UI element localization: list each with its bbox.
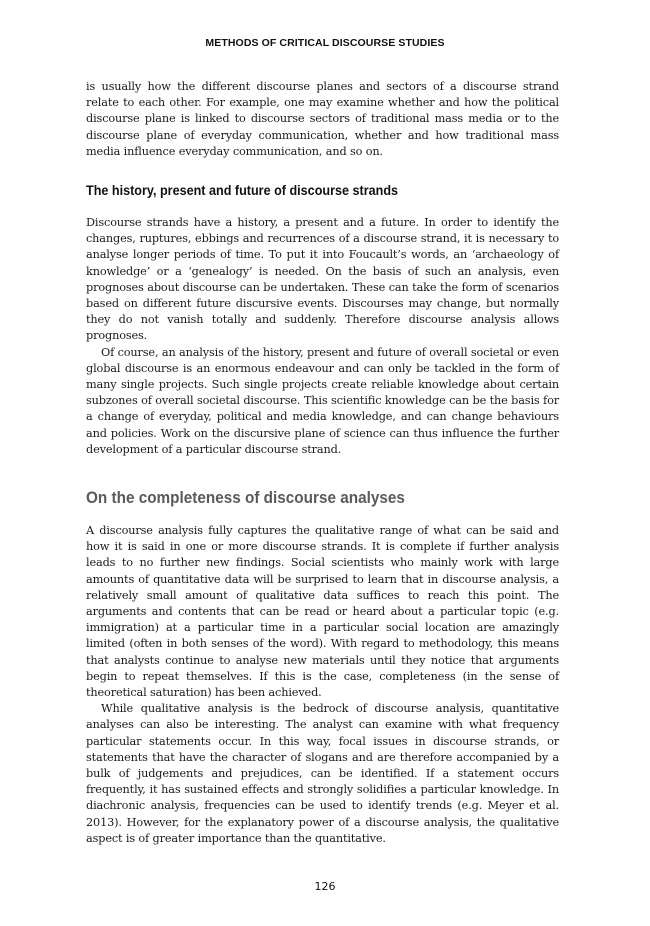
completeness-section-body bbox=[86, 523, 559, 847]
intro-block bbox=[86, 79, 559, 160]
body-paragraph: Discourse strands have a history, a present and a future. In order to identify the changes, ruptures, ebbings and recurrences of a discourse strand, it is necessary to analyse longer periods of time. To put it into Foucault’s words, an ‘archaeology of knowledge’ or a ‘genealogy’ is needed. On the basis of such an analysis, even prognoses about discourse can be undertaken. These can take the form of scenarios based on different future discursive events. Discourses may change, but normally they do not vanish totally and suddenly. Therefore discourse analysis allows prognoses. bbox=[86, 216, 559, 343]
intro-paragraph: is usually how the different discourse planes and sectors of a discourse strand relate to each other. For example, one may examine whether and how the political discourse plane is linked to discourse sectors of traditional mass media or to the discourse plane of everyday communication, whether and how traditional mass media influence everyday communication, and so on. bbox=[86, 80, 559, 158]
body-paragraph: While qualitative analysis is the bedrock of discourse analysis, quantitative analyses can also be interesting. The analyst can examine with what frequency particular statements occur. In this way, focal issues in discourse strands, or statements that have the character of slogans and are therefore accompanied by a bulk of judgements and prejudices, can be identified. If a statement occurs frequently, it has sustained effects and strongly solidifies a particular knowledge. In diachronic analysis, frequencies can be used to identify trends (e.g. Meyer et al. 2013). However, for the explanatory power of a discourse analysis, the qualitative aspect is of greater importance than the quantitative. bbox=[86, 702, 559, 845]
body-paragraph: A discourse analysis fully captures the qualitative range of what can be said and how it is said in one or more discourse strands. It is complete if further analysis leads to no further new findings. Social scientists who mainly work with large amounts of quantitative data will be surprised to learn that in discourse analysis, a relatively small amount of qualitative data suffices to reach this point. The arguments and contents that can be read or heard about a particular topic (e.g. immigration) at a particular time in a particular social location are amazingly limited (often in both senses of the word). With regard to methodology, this means that analysts continue to analyse new materials until they notice that arguments begin to repeat themselves. If this is the case, completeness (in the sense of theoretical saturation) has been achieved. bbox=[86, 524, 559, 700]
history-section-body bbox=[86, 215, 559, 458]
section-heading-history: The history, present and future of discourse strands bbox=[86, 182, 399, 198]
section-heading-completeness: On the completeness of discourse analyses bbox=[86, 488, 405, 507]
page-number: 126 bbox=[314, 880, 336, 893]
body-paragraph: Of course, an analysis of the history, present and future of overall societal or even global discourse is an enormous endeavour and can only be tackled in the form of many single projects. Such single projects create reliable knowledge about certain subzones of overall societal discourse. This scientific knowledge can be the basis for a change of everyday, political and media knowledge, and can change behaviours and policies. Work on the discursive plane of science can thus influence the further development of a particular discourse strand. bbox=[86, 345, 559, 456]
running-head: METHODS OF CRITICAL DISCOURSE STUDIES bbox=[205, 37, 445, 49]
